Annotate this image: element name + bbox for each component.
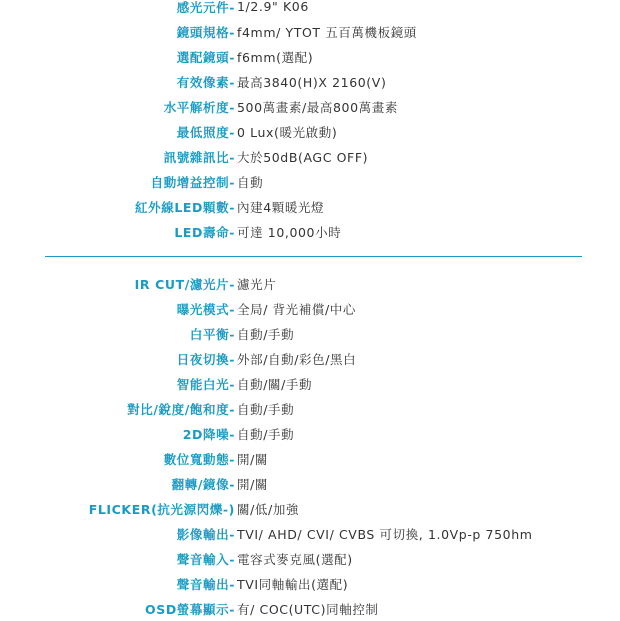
spec-value: f4mm/ YTOT 五百萬機板鏡頭 <box>237 24 417 40</box>
spec-label: 白平衡- <box>189 326 235 342</box>
spec-label: OSD螢幕顯示- <box>145 601 235 617</box>
spec-value: 自動/關/手動 <box>237 376 313 392</box>
spec-value: 外部/自動/彩色/黑白 <box>237 351 357 367</box>
spec-row-flip-mirror <box>0 471 620 496</box>
spec-row-audio-output <box>0 571 620 596</box>
spec-value: 自動/手動 <box>237 401 295 417</box>
spec-row-white-balance <box>0 321 620 346</box>
spec-value: 最高3840(H)X 2160(V) <box>237 74 387 90</box>
spec-label: 翻轉/鏡像- <box>171 476 235 492</box>
spec-label: IR CUT/濾光片- <box>134 276 235 292</box>
spec-label: 訊號雜訊比- <box>163 149 235 165</box>
spec-label: 對比/銳度/飽和度- <box>127 401 235 417</box>
spec-label: 最低照度- <box>176 124 235 140</box>
spec-row-effective-pixels <box>0 69 620 94</box>
spec-row-ir-cut <box>0 271 620 296</box>
spec-value: 內建4顆暖光燈 <box>237 199 325 215</box>
spec-value: 開/關 <box>237 451 269 467</box>
spec-row-video-output <box>0 521 620 546</box>
spec-value: 有/ COC(UTC)同軸控制 <box>237 601 379 617</box>
spec-row-smart-white-light <box>0 371 620 396</box>
spec-value: 開/關 <box>237 476 269 492</box>
spec-row-exposure-mode <box>0 296 620 321</box>
spec-row-audio-input <box>0 546 620 571</box>
spec-value: 電容式麥克風(選配) <box>237 551 353 567</box>
spec-label: 日夜切換- <box>176 351 235 367</box>
spec-value: 500萬畫素/最高800萬畫素 <box>237 99 398 115</box>
spec-label: 聲音輸出- <box>176 576 235 592</box>
spec-label: 有效像素- <box>176 74 235 90</box>
spec-row-snr <box>0 144 620 169</box>
spec-row-day-night <box>0 346 620 371</box>
spec-label: 水平解析度- <box>163 99 235 115</box>
spec-row-sensor <box>0 0 620 19</box>
spec-label: 自動增益控制- <box>150 174 235 190</box>
spec-value: f6mm(選配) <box>237 49 314 65</box>
spec-value: TVI同軸輸出(選配) <box>237 576 349 592</box>
spec-row-osd <box>0 596 620 621</box>
spec-label: 感光元件- <box>176 0 235 15</box>
spec-label: 紅外線LED顆數- <box>135 199 235 215</box>
spec-value: TVI/ AHD/ CVI/ CVBS 可切換, 1.0Vp-p 750hm <box>237 526 533 542</box>
spec-row-min-illumination <box>0 119 620 144</box>
spec-label: 曝光模式- <box>176 301 235 317</box>
spec-value: 全局/ 背光補償/中心 <box>237 301 356 317</box>
spec-row-flicker <box>0 496 620 521</box>
spec-label: 聲音輸入- <box>176 551 235 567</box>
spec-value: 自動/手動 <box>237 326 295 342</box>
spec-label: 數位寬動態- <box>163 451 235 467</box>
spec-label: FLICKER(抗光源閃爍-) <box>88 501 235 517</box>
spec-row-contrast-sharpness-saturation <box>0 396 620 421</box>
spec-value: 自動 <box>237 174 264 190</box>
spec-row-2d-noise-reduction <box>0 421 620 446</box>
spec-value: 1/2.9" K06 <box>237 0 309 14</box>
spec-label: 智能白光- <box>176 376 235 392</box>
spec-value: 濾光片 <box>237 276 277 292</box>
spec-row-led-lifetime <box>0 219 620 244</box>
spec-value: 可達 10,000小時 <box>237 224 342 240</box>
spec-value: 大於50dB(AGC OFF) <box>237 149 369 165</box>
spec-row-optional-lens <box>0 44 620 69</box>
spec-label: 2D降噪- <box>182 426 235 442</box>
spec-row-ir-led-count <box>0 194 620 219</box>
spec-value: 關/低/加強 <box>237 501 300 517</box>
spec-row-lens <box>0 19 620 44</box>
spec-list-image-settings <box>0 271 620 621</box>
spec-label: 鏡頭規格- <box>176 24 235 40</box>
spec-value: 自動/手動 <box>237 426 295 442</box>
spec-row-horizontal-resolution <box>0 94 620 119</box>
spec-list-sensor <box>0 0 620 244</box>
spec-label: LED壽命- <box>174 224 235 240</box>
spec-label: 選配鏡頭- <box>176 49 235 65</box>
spec-label: 影像輸出- <box>176 526 235 542</box>
spec-value: 0 Lux(暖光啟動) <box>237 124 338 140</box>
spec-row-agc <box>0 169 620 194</box>
section-divider <box>45 256 582 257</box>
spec-row-digital-wdr <box>0 446 620 471</box>
